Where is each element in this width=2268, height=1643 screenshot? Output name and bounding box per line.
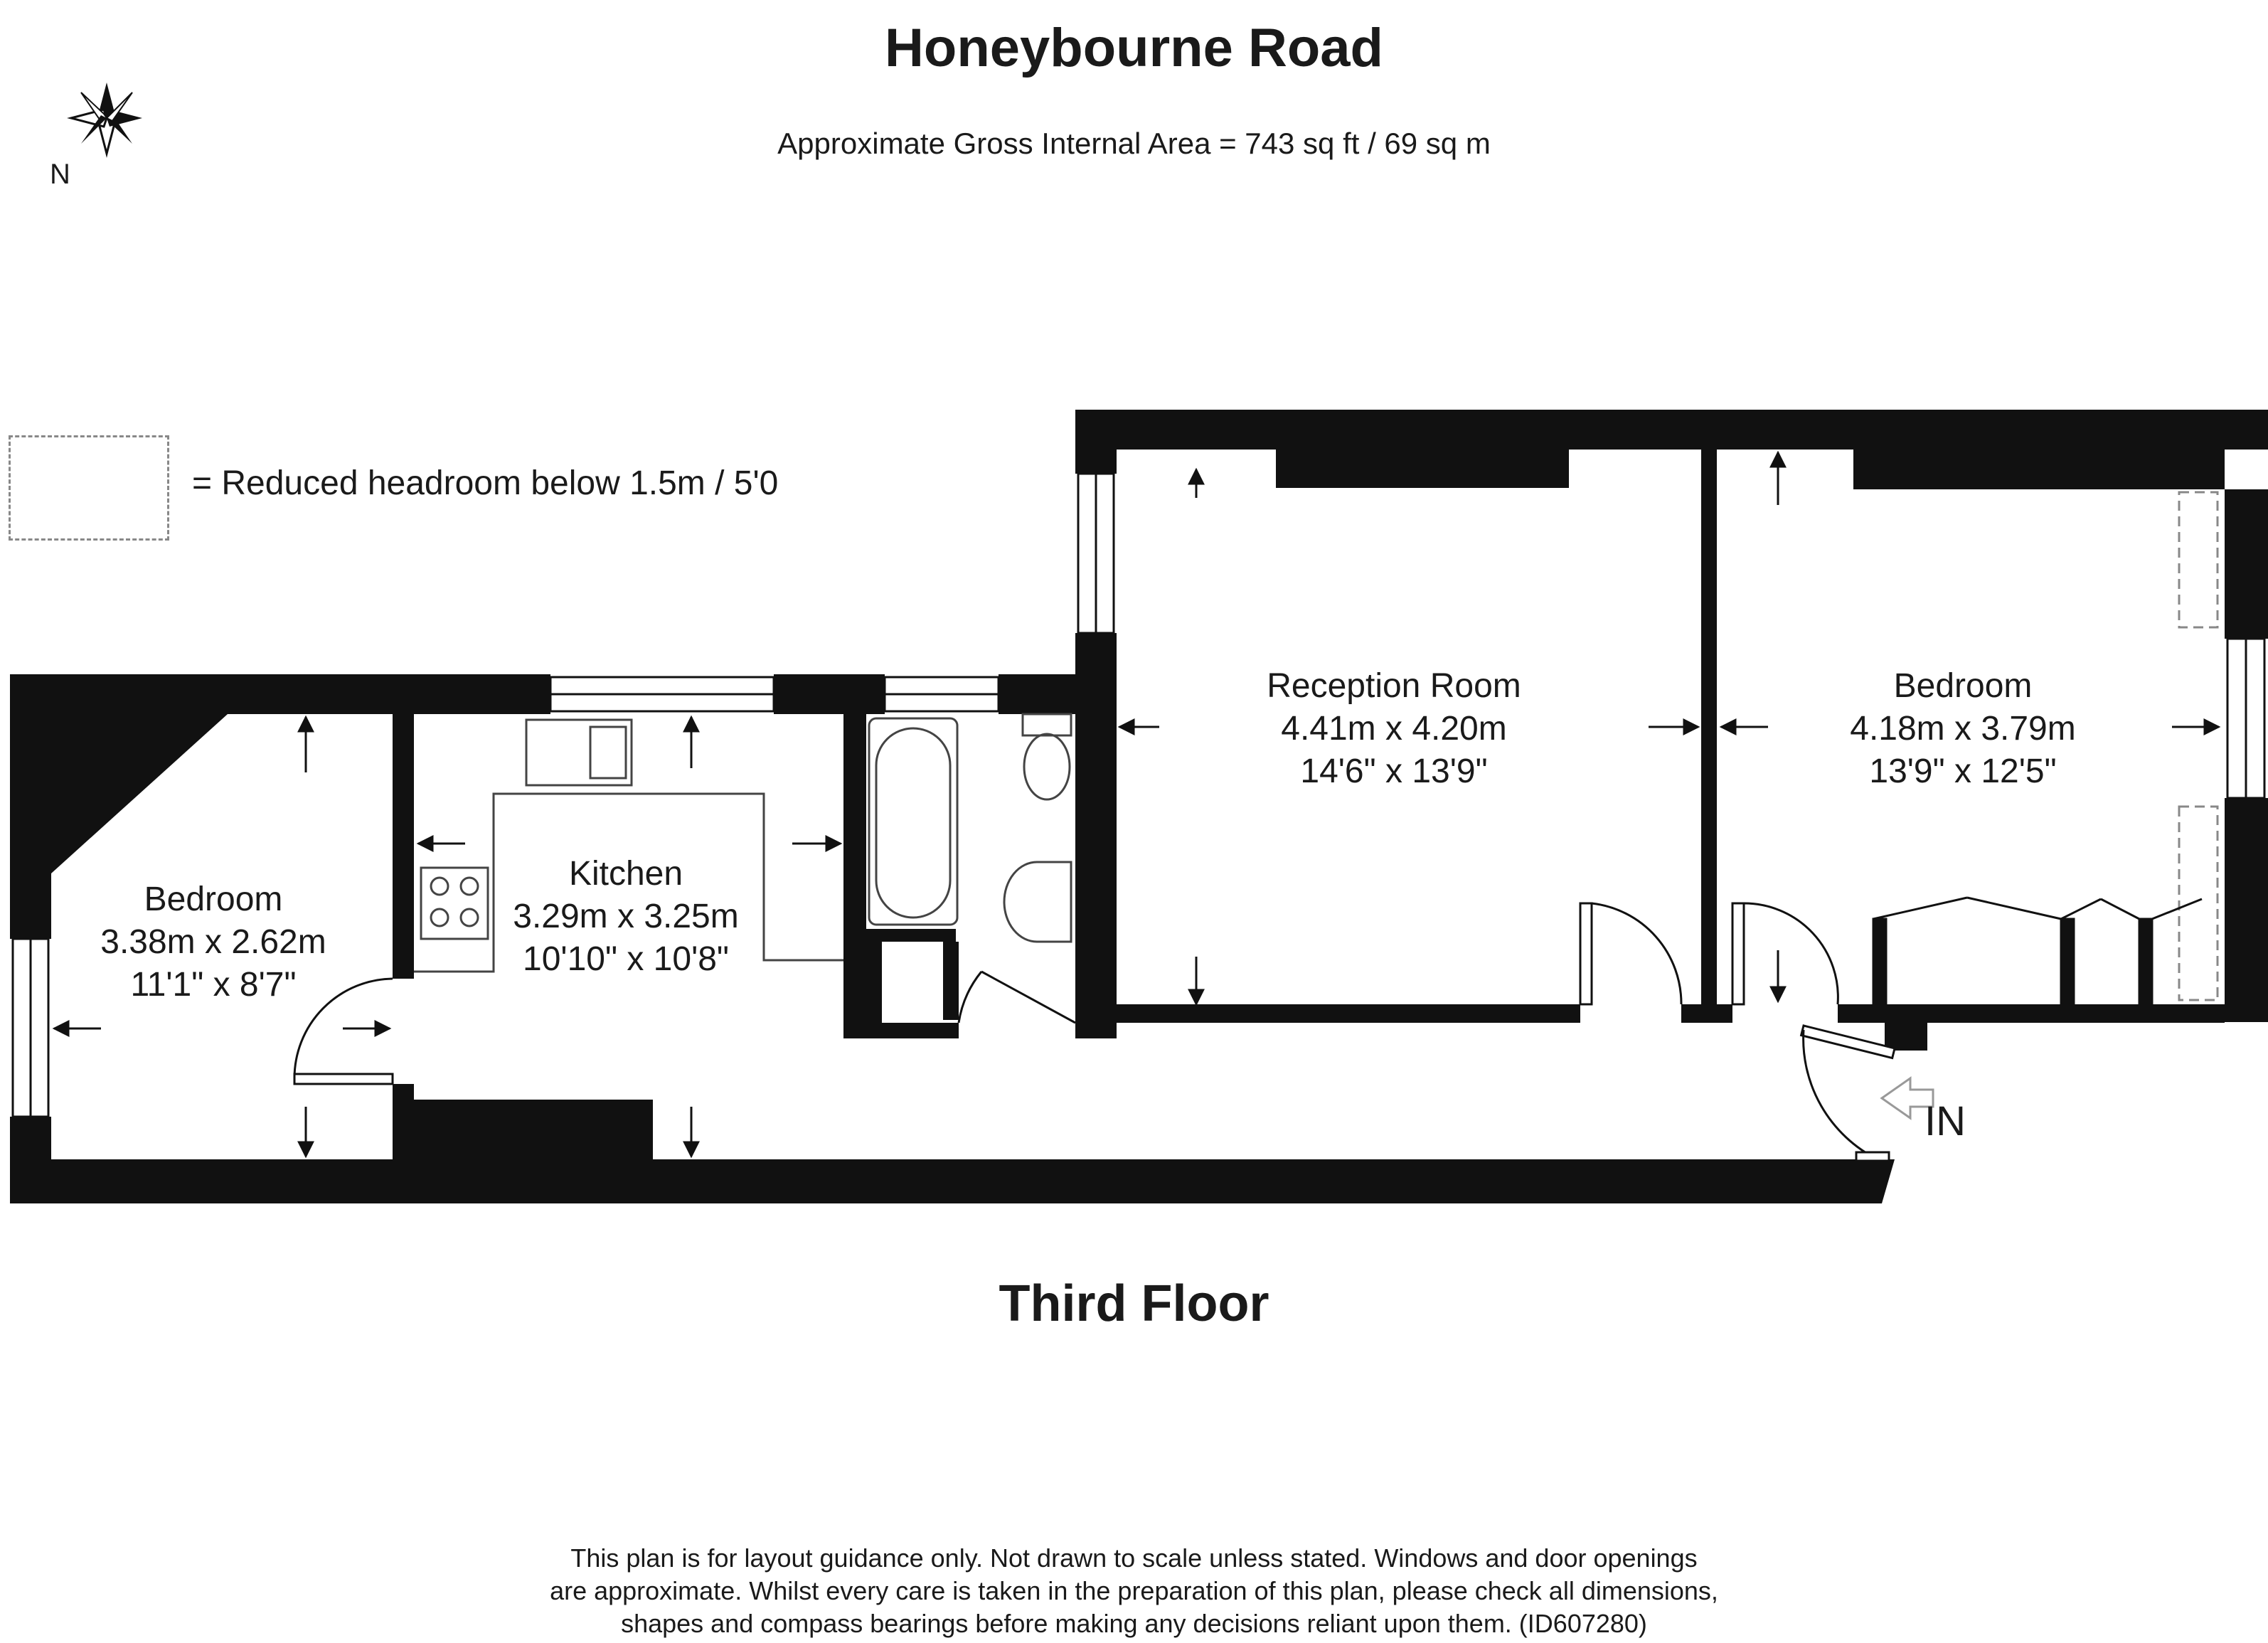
wardrobe [1873, 898, 2202, 1004]
bedroom-left-name: Bedroom [144, 881, 283, 918]
hob-icon [421, 868, 488, 939]
kitchen-name: Kitchen [568, 855, 683, 893]
basin-icon [1004, 862, 1071, 942]
entrance-label: IN [1924, 1098, 1966, 1144]
reduced-headroom-legend-text: = Reduced headroom below 1.5m / 5'0 [192, 464, 779, 502]
disclaimer-line: are approximate. Whilst every care is taken in the preparation of this plan, please check all dimensions, [550, 1576, 1718, 1605]
disclaimer [0, 1542, 2268, 1640]
gross-internal-area: Approximate Gross Internal Area = 743 sq ft / 69 sq m [777, 127, 1491, 160]
reception-room-imperial: 14'6" x 13'9" [1300, 753, 1488, 790]
compass-rose-icon [71, 83, 142, 154]
disclaimer-line: shapes and compass bearings before making any decisions reliant upon them. (ID607280) [621, 1609, 1647, 1638]
disclaimer-line: This plan is for layout guidance only. Not drawn to scale unless stated. Windows and door openings [570, 1543, 1698, 1573]
bedroom-left-imperial: 11'1" x 8'7" [130, 966, 297, 1004]
bedroom-right-imperial: 13'9" x 12'5" [1869, 753, 2057, 790]
bedroom-left-metric: 3.38m x 2.62m [100, 923, 326, 961]
bedroom-right-metric: 4.18m x 3.79m [1850, 710, 2076, 748]
bedroom-right-name: Bedroom [1893, 667, 2033, 705]
kitchen-metric: 3.29m x 3.25m [513, 898, 739, 935]
bathroom-fittings [869, 714, 1071, 942]
reception-room-metric: 4.41m x 4.20m [1281, 710, 1507, 748]
toilet-icon [1023, 714, 1071, 735]
kitchen-imperial: 10'10" x 10'8" [523, 940, 729, 978]
bath-icon [869, 718, 957, 925]
floor-label: Third Floor [999, 1275, 1269, 1332]
compass-north-label: N [50, 159, 70, 190]
sink-icon [526, 720, 632, 785]
reduced-headroom-areas [2179, 492, 2218, 1000]
plan-title: Honeybourne Road [885, 18, 1383, 78]
reception-room-name: Reception Room [1267, 667, 1521, 705]
